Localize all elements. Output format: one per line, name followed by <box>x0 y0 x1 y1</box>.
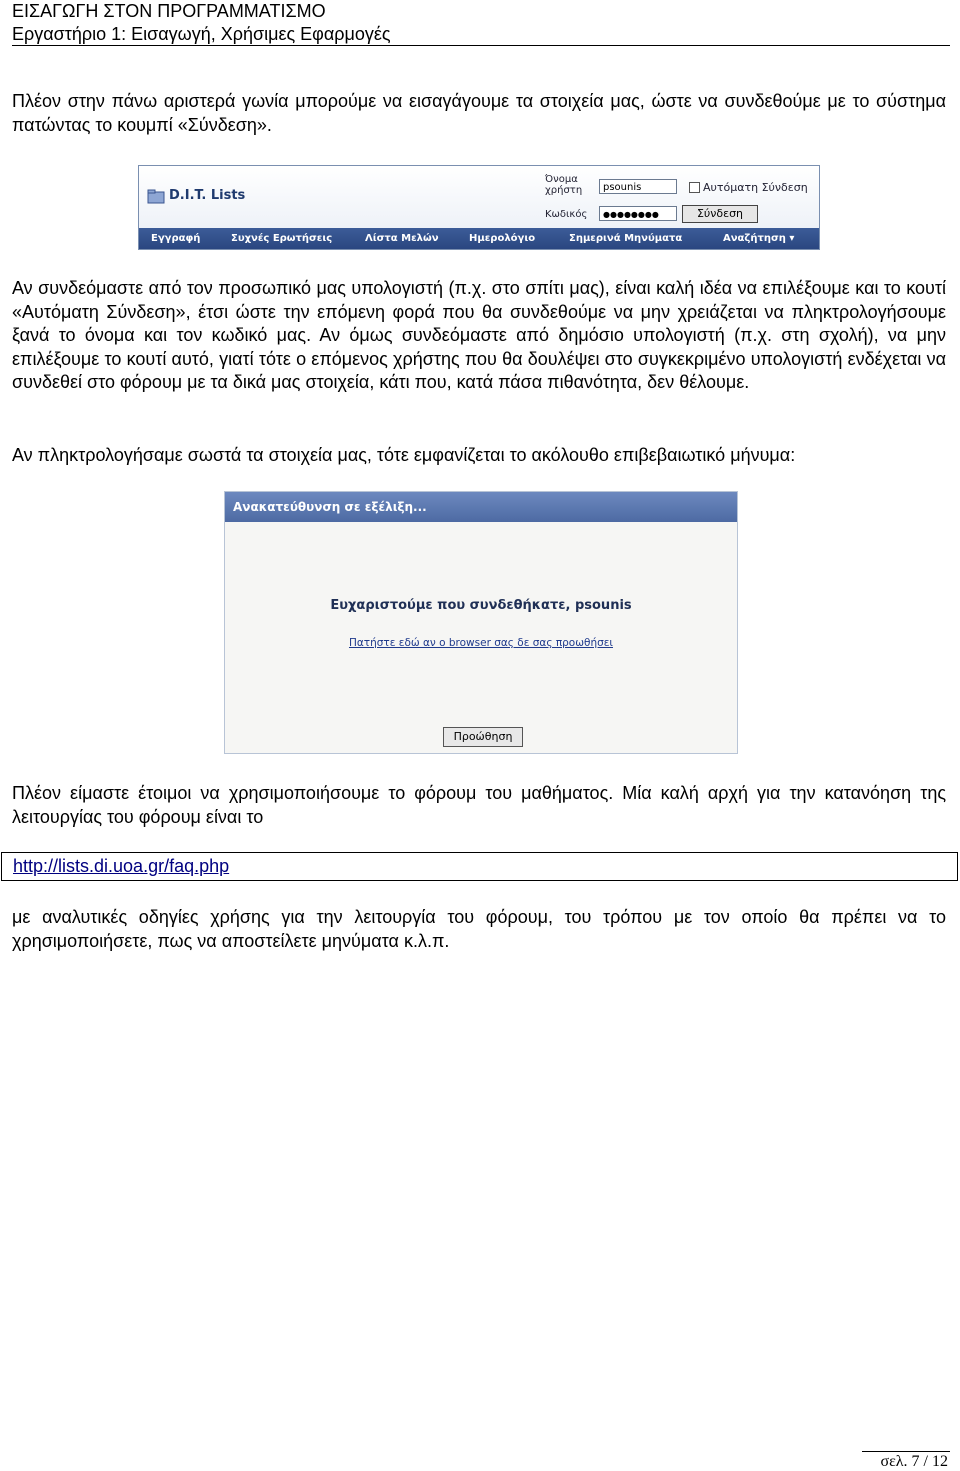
nav-faq[interactable]: Συχνές Ερωτήσεις <box>231 233 333 244</box>
header-subtitle: Εργαστήριο 1: Εισαγωγή, Χρήσιμες Εφαρμογές <box>12 24 391 44</box>
faq-link[interactable]: http://lists.di.uoa.gr/faq.php <box>13 856 230 876</box>
login-button[interactable]: Σύνδεση <box>682 205 758 223</box>
nav-register[interactable]: Εγγραφή <box>151 233 201 244</box>
paragraph-4: Πλέον είμαστε έτοιμοι να χρησιμοποιήσουμε το φόρουμ του μαθήματος. Μία καλή αρχή για την κατανόηση της λειτουργίας του φόρουμ είναι το <box>12 783 946 827</box>
login-form <box>539 170 819 228</box>
paragraph-2: Αν συνδεόμαστε από τον προσωπικό μας υπολογιστή (π.χ. στο σπίτι μας), είναι καλή ιδέα να επιλέξουμε και το κουτί «Αυτόματη Σύνδεση», έτσι ώστε την επόμενη φορά που θα συνδεθούμε να μην χρειάζεται να πληκτρολογήσουμε ξανά το όνομα και τον κωδικό μας. Αν όμως συνδεόμαστε από δημόσιο υπολογιστή (π.χ. στη σχολή), να μην επιλέξουμε το κουτί αυτό, γιατί τότε ο επόμενος χρήστης που θα δουλέψει στο συγκεκριμένο υπολογιστή ενδέχεται να συνδεθεί στο φόρουμ με τα δικά μας στοιχεία, κάτι που, κατά πάσα πιθανότητα, δεν θέλουμε. <box>12 278 946 392</box>
redirect-screenshot <box>224 491 738 754</box>
nav-members[interactable]: Λίστα Μελών <box>365 233 439 244</box>
paragraph-5: με αναλυτικές οδηγίες χρήσης για την λειτουργία του φόρουμ, του τρόπου με τον οποίο θα πρέπει να το χρησιμοποιήσετε, πως να αποστείλετε μηνύματα κ.λ.π. <box>12 907 946 951</box>
site-logo-text: D.I.T. Lists <box>169 188 246 203</box>
footer-rule <box>862 1451 950 1452</box>
page-number: σελ. 7 / 12 <box>880 1453 948 1470</box>
username-field[interactable]: psounis <box>599 179 677 194</box>
header-rule <box>12 45 950 46</box>
password-field[interactable]: ●●●●●●●● <box>599 206 677 221</box>
login-bar-screenshot <box>138 165 820 250</box>
folder-icon <box>147 188 165 204</box>
username-label: Όνομα χρήστη <box>545 174 583 196</box>
document-header <box>12 0 950 46</box>
paragraph-3: Αν πληκτρολογήσαμε σωστά τα στοιχεία μας, τότε εμφανίζεται το ακόλουθο επιβεβαιωτικό μήνυμα: <box>12 445 796 465</box>
header-title: ΕΙΣΑΓΩΓΗ ΣΤΟΝ ΠΡΟΓΡΑΜΜΑΤΙΣΜΟ <box>12 1 326 21</box>
redirect-link[interactable]: Πατήστε εδώ αν ο browser σας δε σας προωθήσει <box>348 637 613 649</box>
login-bar-top <box>139 166 819 228</box>
auto-login-checkbox[interactable] <box>689 182 700 193</box>
paragraph-1: Πλέον στην πάνω αριστερά γωνία μπορούμε να εισαγάγουμε τα στοιχεία μας, ώστε να συνδεθούμε με το σύστημα πατώντας το κουμπί «Σύνδεση». <box>12 91 946 135</box>
forum-nav-bar <box>139 228 819 249</box>
password-label: Κωδικός <box>545 209 588 220</box>
nav-todays-posts[interactable]: Σημερινά Μηνύματα <box>569 233 683 244</box>
forward-button[interactable]: Προώθηση <box>443 727 523 747</box>
nav-calendar[interactable]: Ημερολόγιο <box>469 233 536 244</box>
auto-login-label: Αυτόματη Σύνδεση <box>703 181 808 194</box>
nav-search[interactable]: Αναζήτηση ▾ <box>723 233 795 244</box>
thanks-message: Ευχαριστούμε που συνδεθήκατε, psounis <box>330 598 632 613</box>
redirect-title-bar: Ανακατεύθυνση σε εξέλιξη... <box>225 492 737 522</box>
faq-link-box <box>1 852 958 881</box>
